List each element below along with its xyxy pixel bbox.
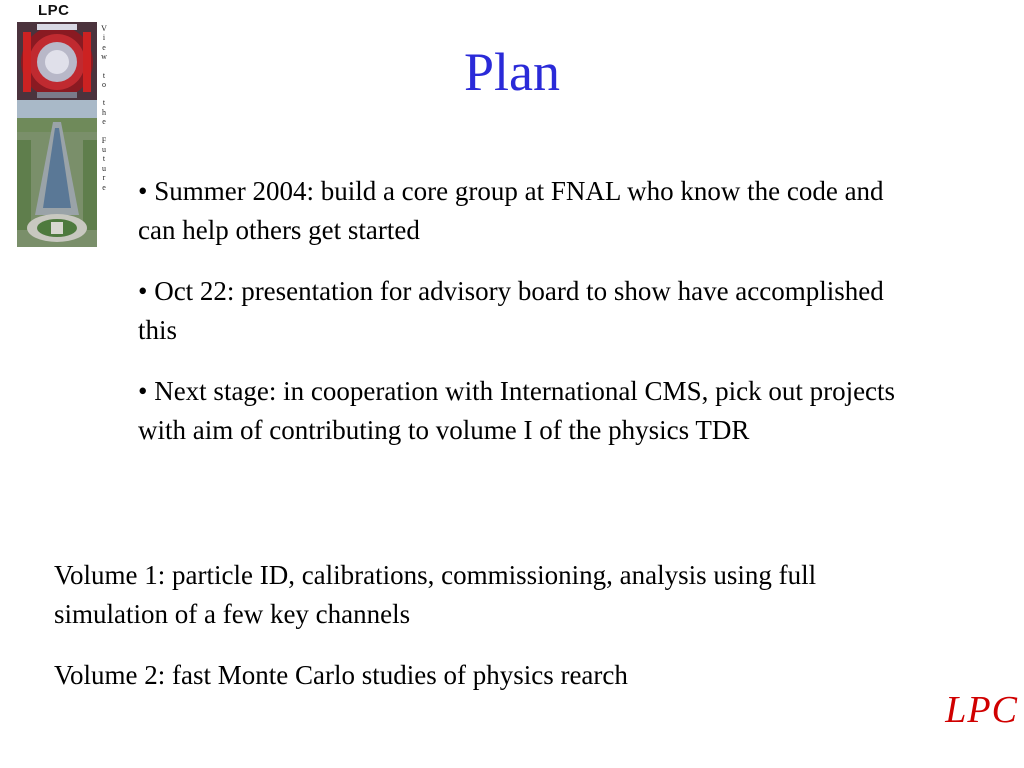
caption-word-1: V i e w <box>101 24 107 62</box>
lpc-footer-mark: LPC <box>945 689 1018 731</box>
aerial-photo <box>17 100 97 247</box>
bullet-item: • Oct 22: presentation for advisory board to show have accomplished this <box>138 276 884 345</box>
volume-note: Volume 1: particle ID, calibrations, commissioning, analysis using full simulation of a few key channels <box>54 560 817 629</box>
caption-word-2: t o <box>102 70 106 90</box>
logo-text: LPC <box>38 2 70 19</box>
volume-notes <box>54 556 854 717</box>
volume-note: Volume 2: fast Monte Carlo studies of physics rearch <box>54 660 628 690</box>
bullet-item: • Next stage: in cooperation with International CMS, pick out projects with aim of contributing to volume I of the physics TDR <box>138 376 896 445</box>
slide-title: Plan <box>463 42 560 102</box>
bullet-list <box>138 172 898 472</box>
bullet-item: • Summer 2004: build a core group at FNAL who know the code and can help others get started <box>138 176 884 245</box>
caption-word-4: F u t u r e <box>101 135 107 192</box>
caption-word-3: t h e <box>102 98 106 127</box>
